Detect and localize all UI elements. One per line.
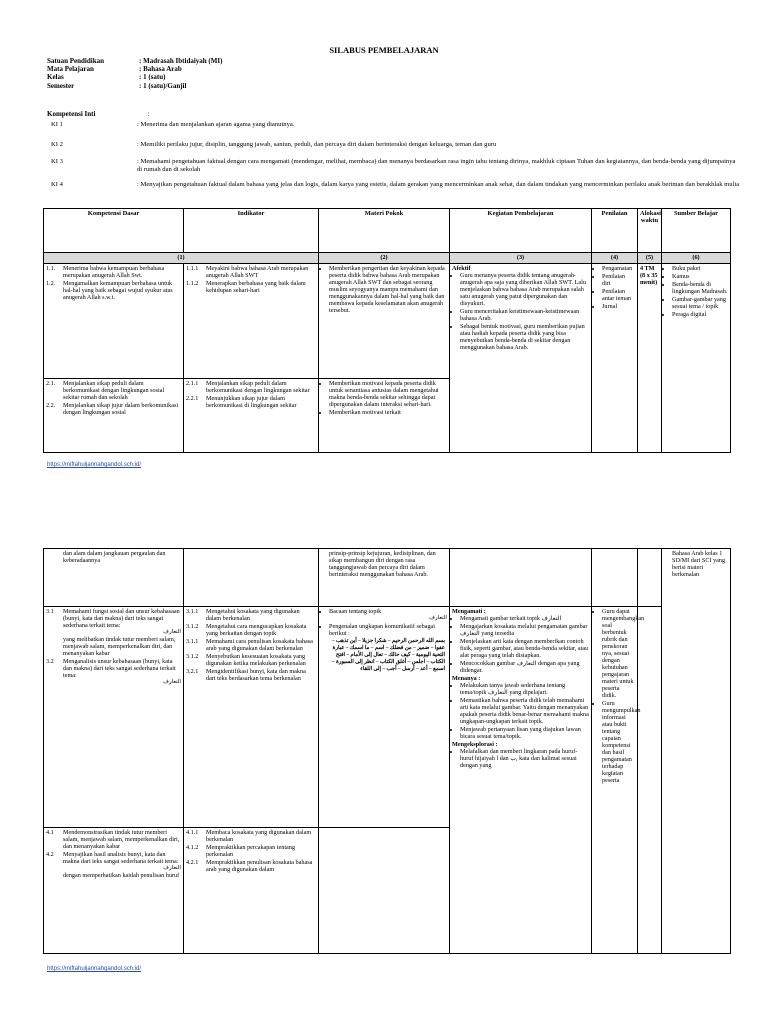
header-kegiatan: Kegiatan Pembelajaran: [450, 209, 592, 253]
indikator-text: Mengetahui kosakata yang digunakan dalam berkenalan: [206, 608, 300, 622]
kegiatan-item: • Melafalkan dan memberi lingkaran pada huruf-huruf hijaiyah ا dan ب, kata dan kalimat sesuai dengan yang: [460, 748, 589, 769]
sumber-item: • Gambar-gambar yang sesuai tema / topik: [672, 296, 728, 310]
info-value: : Madrasah Ibtidaiyah (MI): [139, 57, 223, 65]
cell-kd: [44, 549, 184, 607]
info-label: Mata Pelajaran: [47, 65, 94, 74]
indikator-number: 4.1.2: [186, 844, 199, 851]
ki-text: : Memahami pengetahuan faktual dengan cara mengamati (mendengar, melihat, membaca) dan menanya berdasarkan rasa ingin tahu tentang dirinya, makhluk ciptaan Tuhan dan kegiatannya, dan benda-benda yang dijumpainya di rumah dan di sekolah: [137, 158, 736, 173]
materi-item: [329, 608, 447, 622]
sumber-item: • Peraga digital: [672, 311, 728, 318]
kegiatan-item: • Melakukan tanya jawab sederhana tentang tema/topik التعارف yang dipelajari.: [460, 682, 589, 696]
cell-alokasi: [638, 549, 662, 607]
cell-materi: [319, 549, 450, 607]
kegiatan-item: • Mencocokkan gambar التعارف dengan apa yang didengar.: [460, 660, 589, 674]
cell-indikator: [184, 828, 319, 954]
info-label: Kelas: [47, 73, 64, 82]
page-title: SILABUS PEMBELAJARAN: [329, 45, 439, 55]
materi-item: [329, 623, 447, 637]
arabic-topic: التعارف: [429, 615, 447, 621]
materi-text: Pengenalan ungkapan komunikatif sebagai berikut :: [329, 623, 436, 637]
materi-item: • Memberikan motivasi terkait: [329, 409, 447, 416]
kd-text: Menyajikan hasil analisis bunyi, kata dan makna dari teks sangat sederhana terkait tema:: [63, 851, 179, 865]
cell-kd: [44, 607, 184, 828]
indikator-number: 3.1.1: [186, 638, 199, 645]
kd-number: 1.1.: [46, 265, 56, 272]
indikator-text: Meyakini bahwa bahasa Arab merupakan anugerah Allah SWT: [206, 265, 309, 279]
ki-text: : Memiliki perilaku jujur, disiplin, tanggung jawab, santun, peduli, dan percaya diri dalam berinteraksi dengan keluarga, teman dan guru: [137, 141, 497, 148]
cell-indikator: [184, 264, 319, 379]
header-sumber: Sumber Belajar: [662, 209, 731, 253]
indikator-text: Mengidentifikasi bunyi, kata dan makna dari teks berdasarkan tema berkenalan: [206, 668, 306, 682]
indikator-number: 2.1.1: [186, 380, 199, 387]
ki-text: : Menyajikan pengetahuan faktual dalam bahasa yang jelas dan logis, dalam karya yang estetis, dalam gerakan yang mencerminkan anak sehat, dan dalam tindakan yang mencerminkan perilaku anak beriman dan berakhlak mulia: [137, 181, 740, 188]
ki-row: [51, 121, 741, 129]
materi-text: Bacaan tentang topik: [329, 608, 382, 615]
school-link[interactable]: https://miftahuljannahgandol.sch.id/: [47, 462, 142, 468]
penilaian-item: • Pengamatan: [602, 265, 635, 272]
cell-kd: [44, 828, 184, 954]
cell-kegiatan: [450, 549, 592, 607]
cell-kegiatan: [450, 264, 592, 453]
penilaian-item: • Guru mengumpulkan informasi atau bukti tentang capaian kompetensi dan hasil pengamatan terhadap kegiatan peserta: [602, 700, 635, 784]
kegiatan-item: • Mengajarkan kosakata melalui pengamatan gambar التعارف yang tersedia: [460, 623, 589, 637]
school-link[interactable]: https://miftahuljannahgandol.sch.id/: [47, 966, 142, 972]
ki-code: KI 4: [51, 181, 63, 188]
cell-kd: [44, 379, 184, 453]
cell-indikator: [184, 549, 319, 607]
kd-number: 4.1: [46, 829, 54, 836]
kegiatan-item: • Sebagai bentuk motivasi, guru memberikan pujian atau hadiah kepada peserta didik yang bisa menyebutkan benda-benda di sekitar dengan menggunakan bahasa Arab.: [460, 323, 589, 351]
kd-text: yang melibatkan tindak tutur memberi salam, menjawab salam, memperkenalkan diri, dan menanyakan kabar: [63, 636, 176, 657]
sumber-item: • Buku paket: [672, 265, 728, 272]
materi-item: • Memberikan motivasi kepada peserta didik untuk senantiasa antusias dalam mengetahui makna benda-benda sekitar sehingga dapat dipergunakan dalam interaksi sehari-hari.: [329, 380, 447, 408]
cell-materi: [319, 607, 450, 828]
kd-text: Menerima bahwa kemampuan berbahasa merupakan anugerah Allah Swt.: [63, 265, 165, 279]
kegiatan-heading: Afektif: [452, 265, 471, 272]
ki-code: KI 1: [51, 121, 63, 128]
penilaian-item: • Guru dapat mengembangkan soal berbentuk rubrik dan penskoran nya, sesuai dengan kebutuhan pengajaran materi untuk peserta didik.: [602, 608, 635, 699]
kd-text: Menganalisis unsur kebahasaan (bunyi, kata dan makna) dari teks sangat sederhana terkait tema:: [63, 658, 176, 679]
syllabus-table-page-2: [43, 548, 731, 954]
sumber-item: • Kamus: [672, 273, 728, 280]
syllabus-table-page-1: [43, 208, 731, 453]
cell-penilaian: [592, 607, 645, 954]
kegiatan-item: • Memastikan bahwa peserta didik telah memahami arti kata melalui gambar. Yaitu dengan menanyakan apakah peserta didik benar-benar memahami makna ungkapan-ungkapan terkait topik.: [460, 697, 589, 725]
cell-materi: [319, 264, 450, 379]
indikator-text: Membaca kosakata yang digunakan dalam berkenalan: [206, 829, 312, 843]
header-indikator: Indikator: [184, 209, 319, 253]
page-2: [0, 540, 768, 1024]
indikator-number: 3.1.2: [186, 653, 199, 660]
kd-number: 4.2: [46, 851, 54, 858]
kegiatan-heading: Mengeksplorasi :: [452, 741, 498, 748]
kd-text: dengan memperhatikan kaidah penulisan huruf: [63, 872, 180, 879]
ki-row: [51, 158, 741, 173]
kegiatan-item: • Mengamati gambar terkait topik التعارف: [460, 615, 589, 622]
kegiatan-item: • Guru menanya peserta didik tentang anugerah-anugerah apa saja yang diberikan Allah SWT. Lalu menjelaskan bahwa bahasa Arab merupakan salah satu anugerah yang patut dipergunakan dan disyukuri.: [460, 272, 589, 307]
arabic-expressions: بسم الله الرحمن الرحيم – شكرا جزيلا – أين تذهب – عفوا – ضمير – من فضلك – اسم – ما اسمك – عبارة التحية اليومية – كيف حالك – تعال إلى الأمام – افتح الكتاب – اجلس – أغلق الكتاب – انظر إلى السبورة – اسمع – أعد – أرسل – أجب – إلى اللقاء: [331, 638, 445, 672]
cell-penilaian: [592, 264, 638, 453]
indikator-text: Menyebutkan kesesuaian kosakata yang digunakan ketika melakukan perkenalan: [206, 653, 306, 667]
kd-number: 3.1: [46, 608, 54, 615]
header-alokasi: Alokasi waktu: [638, 209, 662, 253]
ki-heading-label: Kompetensi Inti: [47, 110, 96, 118]
kd-number: 2.2.: [46, 402, 56, 409]
indikator-text: Menunjukkan sikap jujur dalam berkomunikasi di lingkungan sekitar: [206, 395, 297, 409]
col-number: (5): [638, 253, 662, 264]
col-number: (2): [319, 253, 450, 264]
kd-text: Menjalankan sikap jujur dalam berkomunikasi dengan lingkungan sosial: [63, 402, 179, 416]
kd-text: Mengamalkan kemampuan berbahasa untuk hal-hal yang baik sebagai wujud syukur atas anugerah Allah s.w.t.: [63, 280, 173, 301]
indikator-number: 3.1.2: [186, 623, 199, 630]
arabic-topic: التعارف: [163, 679, 181, 685]
ki-code: KI 3: [51, 158, 63, 165]
indikator-number: 1.1.1: [186, 265, 199, 272]
ki-heading: [47, 110, 149, 118]
sumber-item: • Benda-benda di lingkungan Madrasah.: [672, 281, 728, 295]
indikator-text: Menerapkan berbahasa yang baik dalam kehidupan sehari-hari: [206, 280, 306, 294]
cell-indikator: [184, 379, 319, 453]
cell-indikator: [184, 607, 319, 828]
ki-code: KI 2: [51, 141, 63, 148]
kd-text: Menjalankan sikap peduli dalam berkomunikasi dengan lingkungan sosial sekitar rumah dan sekolah: [63, 380, 165, 401]
info-value: : Bahasa Arab: [139, 65, 182, 74]
info-value: : 1 (satu): [139, 73, 166, 82]
col-number: (6): [662, 253, 731, 264]
penilaian-item: • Penilaian diri: [602, 273, 635, 287]
cell-sumber: [662, 264, 731, 453]
cell-kegiatan: [450, 607, 592, 954]
kd-number: 1.2.: [46, 280, 56, 287]
kd-text: Memahami fungsi sosial dan unsur kebahasaan (bunyi, kata dan makna) dari teks sangat sederhana terkait tema:: [63, 608, 180, 629]
header-materi-pokok: Materi Pokok: [319, 209, 450, 253]
materi-text: prinsip-prinsip kejujuran, kedisiplinan, dan sikap membangun diri dengan rasa tanggungjawab dan percaya diri dalam berinteraksi menggunakan bahasa Arab.: [329, 550, 436, 578]
header-penilaian: Penilaian: [592, 209, 638, 253]
kegiatan-item: • Guru menceritakan keistimewaan-keistimewaan bahasa Arab.: [460, 308, 589, 322]
kd-text: Mendemonstrasikan tindak tutur memberi salam, menjawab salam, memperkenalkan diri, dan menanyakan kabar: [63, 829, 180, 850]
cell-alokasi: 4 TM (8 x 35 menit): [638, 264, 662, 453]
indikator-text: Menjalankan sikap peduli dalam berkomunikasi dengan lingkungan sekitar: [206, 380, 310, 394]
cell-materi: [319, 379, 450, 453]
kegiatan-item: • Menjawab pertanyaan lisan yang diajukan lawan bicara sesuai tema/topik.: [460, 726, 589, 740]
header-kompetensi-dasar: Kompetensi Dasar: [44, 209, 184, 253]
info-label: Semester: [47, 81, 75, 90]
sumber-text: Bahasa Arab kelas 1 SD/MI dari SCI yang berisi materi berkenalan: [672, 550, 726, 578]
info-label: Satuan Pendidikan: [47, 57, 104, 65]
indikator-number: 3.2.1: [186, 668, 199, 675]
info-value: : 1 (satu)/Ganjil: [139, 81, 187, 90]
ki-heading-colon: :: [147, 110, 150, 118]
arabic-topic: التعارف: [163, 629, 181, 635]
indikator-number: 2.2.1: [186, 395, 199, 402]
cell-kd: [44, 264, 184, 379]
ki-row: [51, 141, 741, 149]
col-number: (1): [44, 253, 319, 264]
kd-text: dan alam dalam jangkauan pergaulan dan keberadaannya: [63, 550, 166, 564]
indikator-text: Mempraktikkan penulisan kosakata bahasa arab yang digunakan dalam: [206, 859, 313, 873]
materi-item: • Memberikan pengertian dan keyakinan kepada peserta didik bahwa bahasa Arab merupakan anugerah Allah SWT dan sebagai seorang muslim seyogyanya mampu memahami dan menggunakannya dalam hal-hal yang baik dan membawa kepada keselamatan akan anugerah tersebut.: [329, 265, 447, 314]
indikator-text: Mengetahui cara mengucapkan kosakata yang berkaitan dengan topik: [206, 623, 307, 637]
indikator-number: 1.1.2: [186, 280, 199, 287]
cell-penilaian: [592, 549, 638, 607]
ki-row: [51, 181, 741, 189]
cell-alokasi: [638, 607, 662, 954]
kegiatan-item: • Menjelaskan arti kata dengan memberikan contoh fisik, seperti gambar, atau benda-benda sekitar, atau alat peraga yang telah disiapkan.: [460, 638, 589, 659]
arabic-topic: التعارف: [163, 865, 181, 871]
col-number: (3): [450, 253, 592, 264]
indikator-text: Mempraktikkan percakapan tentang perkenalan: [206, 844, 295, 858]
identity-block: [47, 57, 222, 90]
penilaian-item: • Jurnal: [602, 303, 635, 310]
indikator-number: 4.2.1: [186, 859, 199, 866]
indikator-text: Memahami cara penulisan kosakata bahasa arab yang digunakan dalam berkenalan: [206, 638, 313, 652]
kegiatan-heading: Mengamati :: [452, 608, 486, 615]
indikator-number: 3.1.1: [186, 608, 199, 615]
kd-number: 2.1.: [46, 380, 56, 387]
cell-materi: [319, 828, 450, 954]
col-number: (4): [592, 253, 638, 264]
cell-sumber: [662, 549, 731, 954]
kegiatan-heading: Menanya :: [452, 675, 481, 682]
ki-text: : Menerima dan menjalankan ajaran agama yang dianutnya.: [137, 121, 295, 128]
indikator-number: 4.1.1: [186, 829, 199, 836]
kd-number: 3.2: [46, 658, 54, 665]
penilaian-item: • Penilaian antar teman: [602, 288, 635, 302]
page-1: [0, 0, 768, 480]
